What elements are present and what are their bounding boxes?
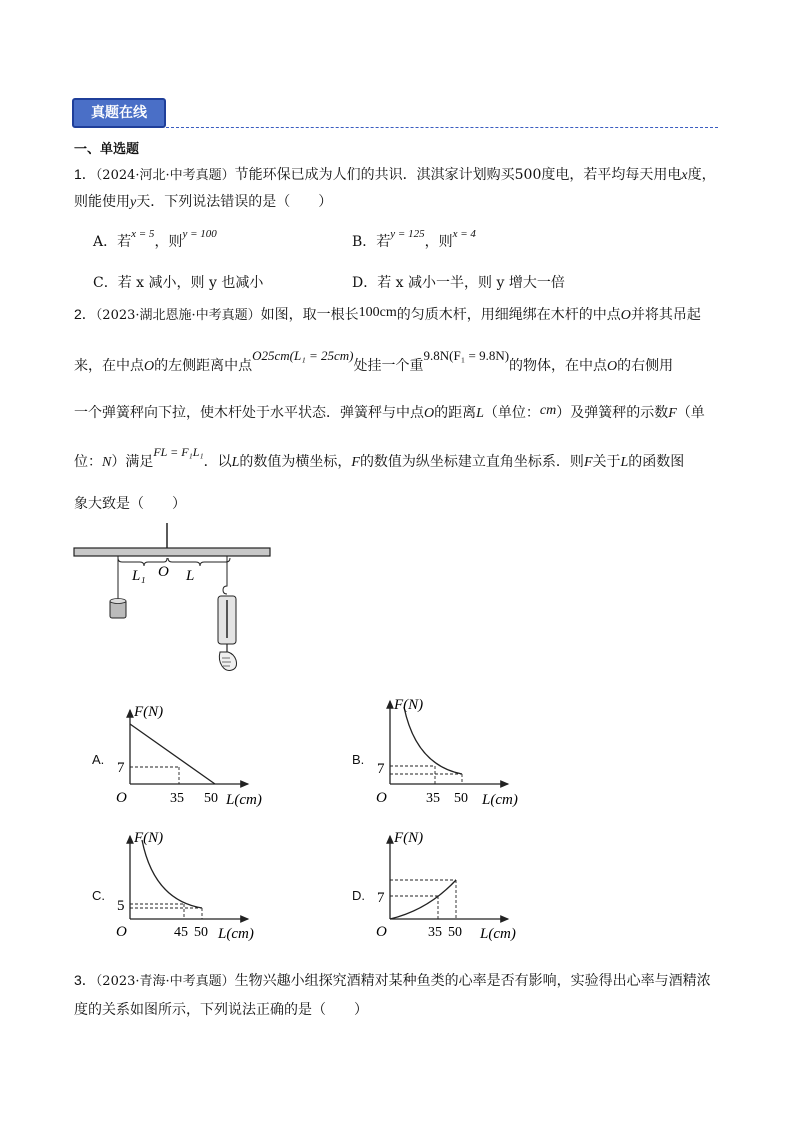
q1-number: 1． xyxy=(74,166,96,182)
weight-top xyxy=(110,599,126,604)
label-o: O xyxy=(158,564,169,580)
graph-a[interactable] xyxy=(108,702,278,810)
wooden-rod xyxy=(74,548,270,556)
y-axis-label: F(N) xyxy=(394,830,424,846)
q2-text: （单位： xyxy=(483,405,540,421)
x-tick: 35 xyxy=(426,791,440,806)
q1-option-c[interactable]: C．若 x 减小，则 y 也减小 xyxy=(93,275,264,291)
q2-var-f: F xyxy=(668,406,677,421)
y-tick: 5 xyxy=(117,898,125,914)
option-a-label[interactable]: A. xyxy=(92,752,105,767)
q3-text: 生物兴趣小组探究酒精对某种鱼类的心率是否有影响，实验得出心率与酒精浓 xyxy=(234,973,711,989)
option-text: ，则 xyxy=(424,234,453,250)
q2-text: 如图，取一根长 xyxy=(260,307,359,323)
q2-unit-n: N xyxy=(102,455,112,470)
q1-text: 节能环保已成为人们的共识．淇淇家计划购买500度电，若平均每天用电 xyxy=(234,167,682,183)
x-tick: 50 xyxy=(454,791,468,806)
q2-var-f: F xyxy=(583,455,593,470)
q1-text: 度， xyxy=(687,167,716,183)
x-axis-label: L(cm) xyxy=(218,926,254,942)
q2-var-l: L xyxy=(620,455,629,470)
q2-text: 来，在中点 xyxy=(74,358,144,374)
q2-text: 位： xyxy=(74,454,102,470)
y-tick: 7 xyxy=(117,760,125,776)
q3-source: （2023·青海·中考真题） xyxy=(95,974,235,989)
q2-line4 xyxy=(74,445,685,473)
q2-text: 并将其吊起 xyxy=(630,307,701,323)
q3-line1 xyxy=(74,970,711,992)
graph-c[interactable] xyxy=(108,828,278,943)
label-l1: L₁ xyxy=(132,568,146,584)
q2-var-l: L xyxy=(231,455,240,470)
q2-var-o: O xyxy=(620,308,631,323)
label-l: L xyxy=(186,568,195,584)
option-math: y = 125 xyxy=(390,228,425,240)
y-tick: 7 xyxy=(377,890,385,906)
x-tick: 50 xyxy=(194,925,208,940)
q2-text: ）及弹簧秤的示数 xyxy=(556,405,669,421)
q2-var-o: O xyxy=(144,359,155,374)
option-math: x = 5 xyxy=(131,228,155,240)
q1-text: 天．下列说法错误的是（ ） xyxy=(136,194,333,210)
x-tick: 35 xyxy=(428,925,442,940)
q2-var-o: O xyxy=(424,406,435,421)
function-curve xyxy=(390,880,456,919)
q1-var-y: y xyxy=(130,195,137,210)
q2-line1 xyxy=(74,304,701,326)
q2-line5: 象大致是（ ） xyxy=(74,496,186,512)
q2-text: 处挂一个重 xyxy=(353,358,424,374)
l-brace xyxy=(168,558,230,566)
graph-b[interactable] xyxy=(368,693,538,810)
q2-text: ．以 xyxy=(203,454,232,470)
q2-text: 的左侧距离中点 xyxy=(154,358,253,374)
q2-text: 的数值为纵坐标建立直角坐标系．则 xyxy=(359,454,584,470)
option-math: y = 100 xyxy=(182,228,217,240)
origin-label: O xyxy=(376,924,387,940)
q2-line2 xyxy=(74,348,674,377)
option-text: ，则 xyxy=(154,234,183,250)
y-axis-label: F(N) xyxy=(394,697,424,713)
x-axis-label: L(cm) xyxy=(480,926,516,942)
q2-math-f1: 9.8N(F₁ = 9.8N) xyxy=(423,348,510,363)
x-tick: 35 xyxy=(170,791,184,806)
q2-text: 的距离 xyxy=(434,405,477,421)
q2-var-f: F xyxy=(351,455,360,470)
q2-text: 一个弹簧秤向下拉，使木杆处于水平状态．弹簧秤与中点 xyxy=(74,405,424,421)
q2-var-l: L xyxy=(476,406,484,421)
q2-source: （2023·湖北恩施·中考真题） xyxy=(95,308,261,323)
y-axis-label: F(N) xyxy=(134,830,164,846)
q1-option-a[interactable] xyxy=(93,228,217,253)
q2-math-l1: O25cm(L₁ = 25cm) xyxy=(252,348,354,363)
section-badge: 真题在线 xyxy=(72,98,166,128)
origin-label: O xyxy=(116,790,127,806)
y-tick: 7 xyxy=(377,761,385,777)
q2-unit-cm: cm xyxy=(539,403,557,418)
q1-source: （2024·河北·中考真题） xyxy=(95,168,235,183)
q2-text: 的数值为横坐标， xyxy=(239,454,352,470)
q2-text: 关于 xyxy=(592,454,621,470)
option-label: B．若 xyxy=(352,234,391,250)
q2-text: 的物体，在中点 xyxy=(509,358,608,374)
x-axis-label: L(cm) xyxy=(482,792,518,808)
q2-line3 xyxy=(74,403,705,424)
section-title: 一、单选题 xyxy=(74,142,140,157)
x-tick: 50 xyxy=(204,791,218,806)
option-label: A．若 xyxy=(93,234,132,250)
graph-d[interactable] xyxy=(368,828,538,943)
function-curve xyxy=(142,840,202,908)
x-tick: 45 xyxy=(174,925,188,940)
option-c-label[interactable]: C. xyxy=(92,888,105,903)
x-axis-label: L(cm) xyxy=(226,792,262,808)
origin-label: O xyxy=(376,790,387,806)
q2-text: ）满足 xyxy=(111,454,154,470)
q1-option-b[interactable] xyxy=(352,228,476,253)
x-tick: 50 xyxy=(448,925,462,940)
q3-line2: 度的关系如图所示，下列说法正确的是（ ） xyxy=(74,1002,368,1018)
q2-number: 2． xyxy=(74,306,96,322)
q2-text: 的匀质木杆，用细绳绑在木杆的中点 xyxy=(396,307,621,323)
q1-line1 xyxy=(74,164,716,186)
q1-option-d[interactable]: D．若 x 减小一半，则 y 增大一倍 xyxy=(352,275,565,291)
option-b-label[interactable]: B. xyxy=(352,752,365,767)
q2-text: 的右侧用 xyxy=(617,358,674,374)
header-divider xyxy=(166,127,718,128)
q2-math-fl: FL = F₁L₁ xyxy=(153,445,204,459)
option-math: x = 4 xyxy=(452,228,476,240)
origin-label: O xyxy=(116,924,127,940)
pulling-hand xyxy=(219,652,236,671)
function-curve xyxy=(404,707,462,774)
q2-text: （单 xyxy=(676,405,705,421)
lever-figure xyxy=(70,518,280,683)
q2-var-o: O xyxy=(607,359,618,374)
q1-line2 xyxy=(74,192,332,213)
q2-length: 100cm xyxy=(358,305,397,320)
q2-text: 的函数图 xyxy=(628,454,685,470)
option-d-label[interactable]: D. xyxy=(352,888,365,903)
q1-var-x: x xyxy=(681,168,688,183)
q3-number: 3． xyxy=(74,972,96,988)
y-axis-label: F(N) xyxy=(134,704,164,720)
function-curve xyxy=(130,724,215,784)
q1-text: 则能使用 xyxy=(74,194,130,210)
